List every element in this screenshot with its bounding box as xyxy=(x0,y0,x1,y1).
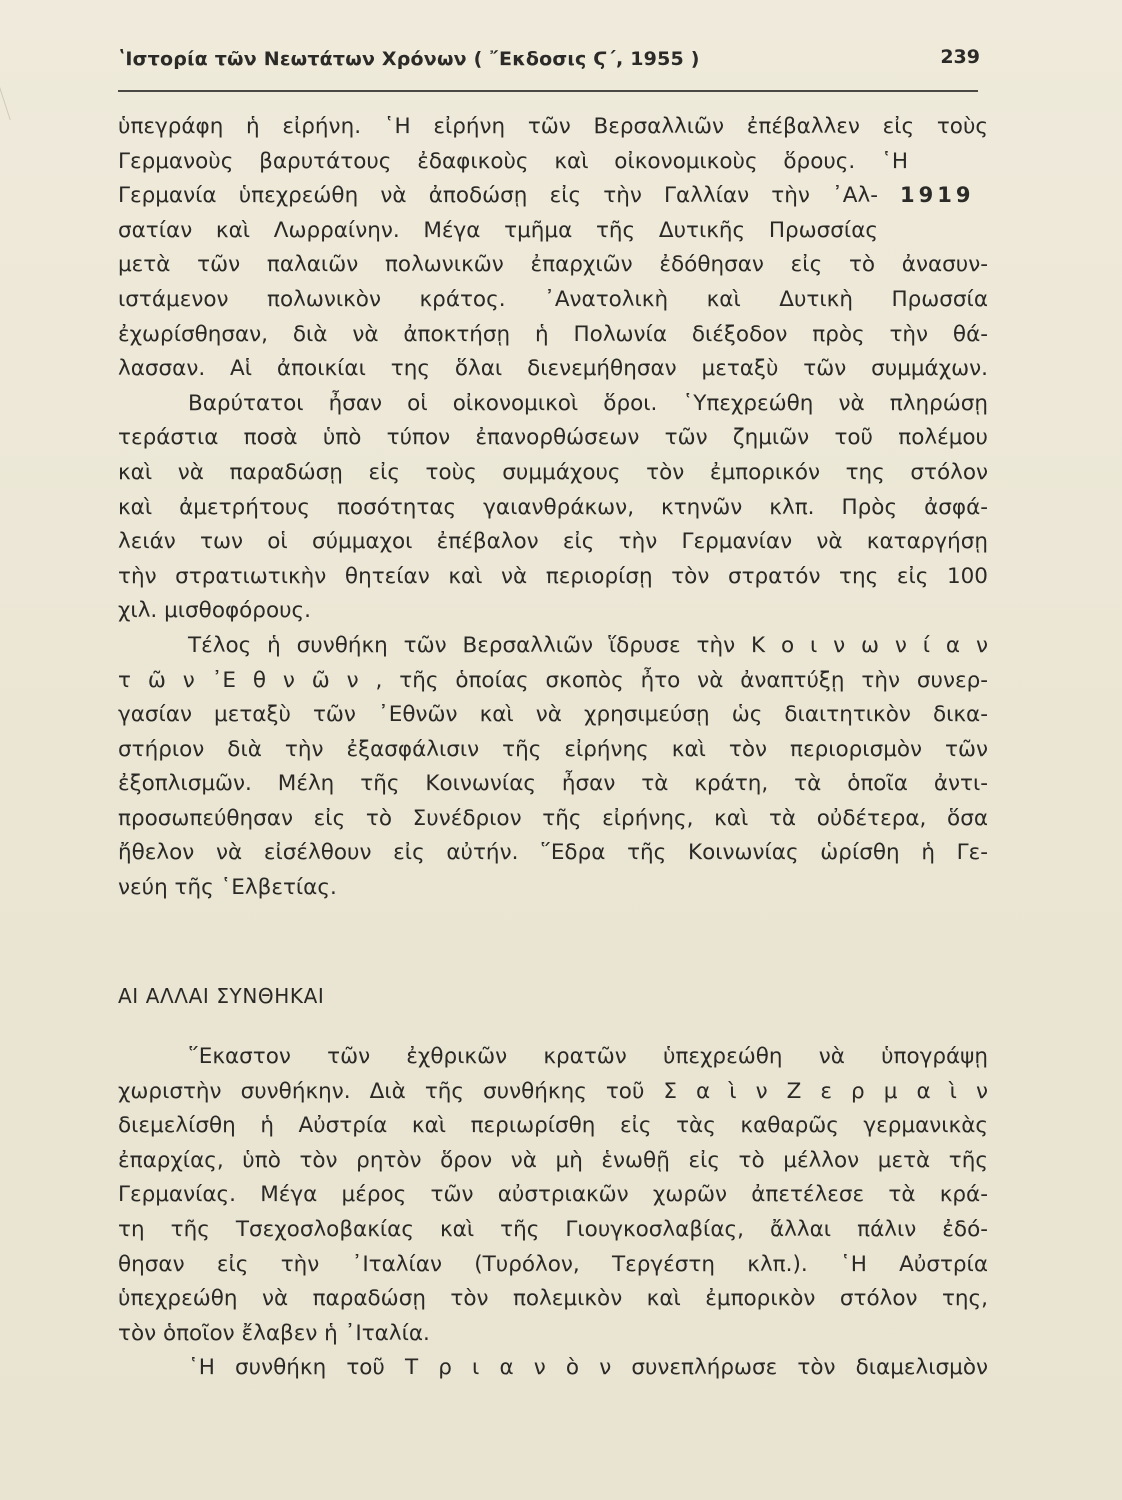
running-title: ʽΙστορία τῶν Νεωτάτων Χρόνων ( ῎Εκδοσις Ϛ΄, 1955 ) xyxy=(118,48,700,70)
text-line: τὴν στρατιωτικὴν θητείαν καὶ νὰ περιορίσῃ τὸν στρατόν της εἰς 100 xyxy=(118,563,988,589)
text-line: χιλ. μισθοφόρους. xyxy=(118,598,312,624)
text-line: Βαρύτατοι ἦσαν οἱ οἰκονομικοὶ ὅροι. ῾Υπεχρεώθη νὰ πληρώσῃ xyxy=(188,390,988,416)
text-line: ὑπεχρεώθη νὰ παραδώσῃ τὸν πολεμικὸν καὶ ἐμπορικὸν στόλον της, xyxy=(118,1286,988,1312)
text-line: τη τῆς Τσεχοσλοβακίας καὶ τῆς Γιουγκοσλαβίας, ἄλλαι πάλιν ἐδό- xyxy=(118,1216,988,1242)
text-line: Γερμανίας. Μέγα μέρος τῶν αὐστριακῶν χωρῶν ἀπετέλεσε τὰ κρά- xyxy=(118,1182,988,1208)
text-line: ὑπεγράφη ἡ εἰρήνη. ῾Η εἰρήνη τῶν Βερσαλλιῶν ἐπέβαλλεν εἰς τοὺς xyxy=(118,114,988,139)
section-heading: ΑΙ ΑΛΛΑΙ ΣΥΝΘΗΚΑΙ xyxy=(118,984,325,1008)
text-line: ιστάμενον πολωνικὸν κράτος. ᾿Ανατολικὴ καὶ Δυτικὴ Πρωσσία xyxy=(118,286,988,312)
text-line: διεμελίσθη ἡ Αὐστρία καὶ περιωρίσθη εἰς τὰς καθαρῶς γερμανικὰς xyxy=(118,1113,988,1139)
text-line: καὶ ἀμετρήτους ποσότητας γαιανθράκων, κτηνῶν κλπ. Πρὸς ἀσφά- xyxy=(118,494,988,520)
page-header xyxy=(118,46,980,80)
text-line: ἐχωρίσθησαν, διὰ νὰ ἀποκτήσῃ ἡ Πολωνία διέξοδον πρὸς τὴν θά- xyxy=(118,321,988,347)
text-line: γασίαν μεταξὺ τῶν ᾿Εθνῶν καὶ νὰ χρησιμεύσῃ ὡς διαιτητικὸν δικα- xyxy=(118,702,988,728)
text-line: σατίαν καὶ Λωρραίνην. Μέγα τμῆμα τῆς Δυτικῆς Πρωσσίας xyxy=(118,217,878,243)
text-line: τεράστια ποσὰ ὑπὸ τύπον ἐπανορθώσεων τῶν ζημιῶν τοῦ πολέμου xyxy=(118,425,988,451)
page-edge-mark xyxy=(0,60,25,120)
text-line: καὶ νὰ παραδώσῃ εἰς τοὺς συμμάχους τὸν ἐμπορικόν της στόλον xyxy=(118,459,988,485)
text-line: ῾Η συνθήκη τοῦ Τ ρ ι α ν ὸ ν συνεπλήρωσε τὸν διαμελισμὸν xyxy=(188,1355,988,1381)
text-line: λειάν των οἱ σύμμαχοι ἐπέβαλον εἰς τὴν Γερμανίαν νὰ καταργήσῃ xyxy=(118,529,988,555)
text-line: ἤθελον νὰ εἰσέλθουν εἰς αὐτήν. ῞Εδρα τῆς Κοινωνίας ὡρίσθη ἡ Γε- xyxy=(118,840,988,866)
text-line: νεύη τῆς ῾Ελβετίας. xyxy=(118,875,337,901)
body-text-bottom xyxy=(118,1040,988,1386)
text-line: προσωπεύθησαν εἰς τὸ Συνέδριον τῆς εἰρήνης, καὶ τὰ οὐδέτερα, ὅσα xyxy=(118,805,988,831)
page-number: 239 xyxy=(940,46,980,68)
text-line: ἐπαρχίας, ὑπὸ τὸν ρητὸν ὅρον νὰ μὴ ἑνωθῇ εἰς τὸ μέλλον μετὰ τῆς xyxy=(118,1147,988,1173)
text-line: στήριον διὰ τὴν ἐξασφάλισιν τῆς εἰρήνης καὶ τὸν περιορισμὸν τῶν xyxy=(118,736,988,762)
text-line: τὸν ὁποῖον ἔλαβεν ἡ ᾿Ιταλία. xyxy=(118,1320,430,1346)
text-line: Τέλος ἡ συνθήκη τῶν Βερσαλλιῶν ἵδρυσε τὴν Κ ο ι ν ω ν ί α ν xyxy=(188,632,988,658)
text-line: χωριστὴν συνθήκην. Διὰ τῆς συνθήκης τοῦ Σ α ὶ ν Ζ ε ρ μ α ὶ ν xyxy=(118,1078,988,1104)
text-line: μετὰ τῶν παλαιῶν πολωνικῶν ἐπαρχιῶν ἐδόθησαν εἰς τὸ ἀνασυν- xyxy=(118,252,988,278)
text-line: ῞Εκαστον τῶν ἐχθρικῶν κρατῶν ὑπεχρεώθη νὰ ὑπογράψῃ xyxy=(188,1044,988,1069)
text-line: ἐξοπλισμῶν. Μέλη τῆς Κοινωνίας ἦσαν τὰ κράτη, τὰ ὁποῖα ἀντι- xyxy=(118,771,988,797)
body-text-top xyxy=(118,110,988,906)
text-line: λασσαν. Αἱ ἀποικίαι της ὅλαι διενεμήθησαν μεταξὺ τῶν συμμάχων. xyxy=(118,356,988,382)
header-rule xyxy=(118,90,978,92)
text-line: θησαν εἰς τὴν ᾿Ιταλίαν (Τυρόλον, Τεργέστη κλπ.). ῾Η Αὐστρία xyxy=(118,1251,988,1277)
text-line: Γερμανοὺς βαρυτάτους ἐδαφικοὺς καὶ οἰκονομικοὺς ὅρους. ῾Η xyxy=(118,148,908,174)
text-line: Γερμανία ὑπεχρεώθη νὰ ἀποδώσῃ εἰς τὴν Γαλλίαν τὴν ᾿Αλ- xyxy=(118,183,878,209)
margin-year-note: 1919 xyxy=(900,183,975,207)
text-line: τ ῶ ν ᾿Ε θ ν ῶ ν , τῆς ὁποίας σκοπὸς ἦτο νὰ ἀναπτύξῃ τὴν συνερ- xyxy=(118,667,988,693)
